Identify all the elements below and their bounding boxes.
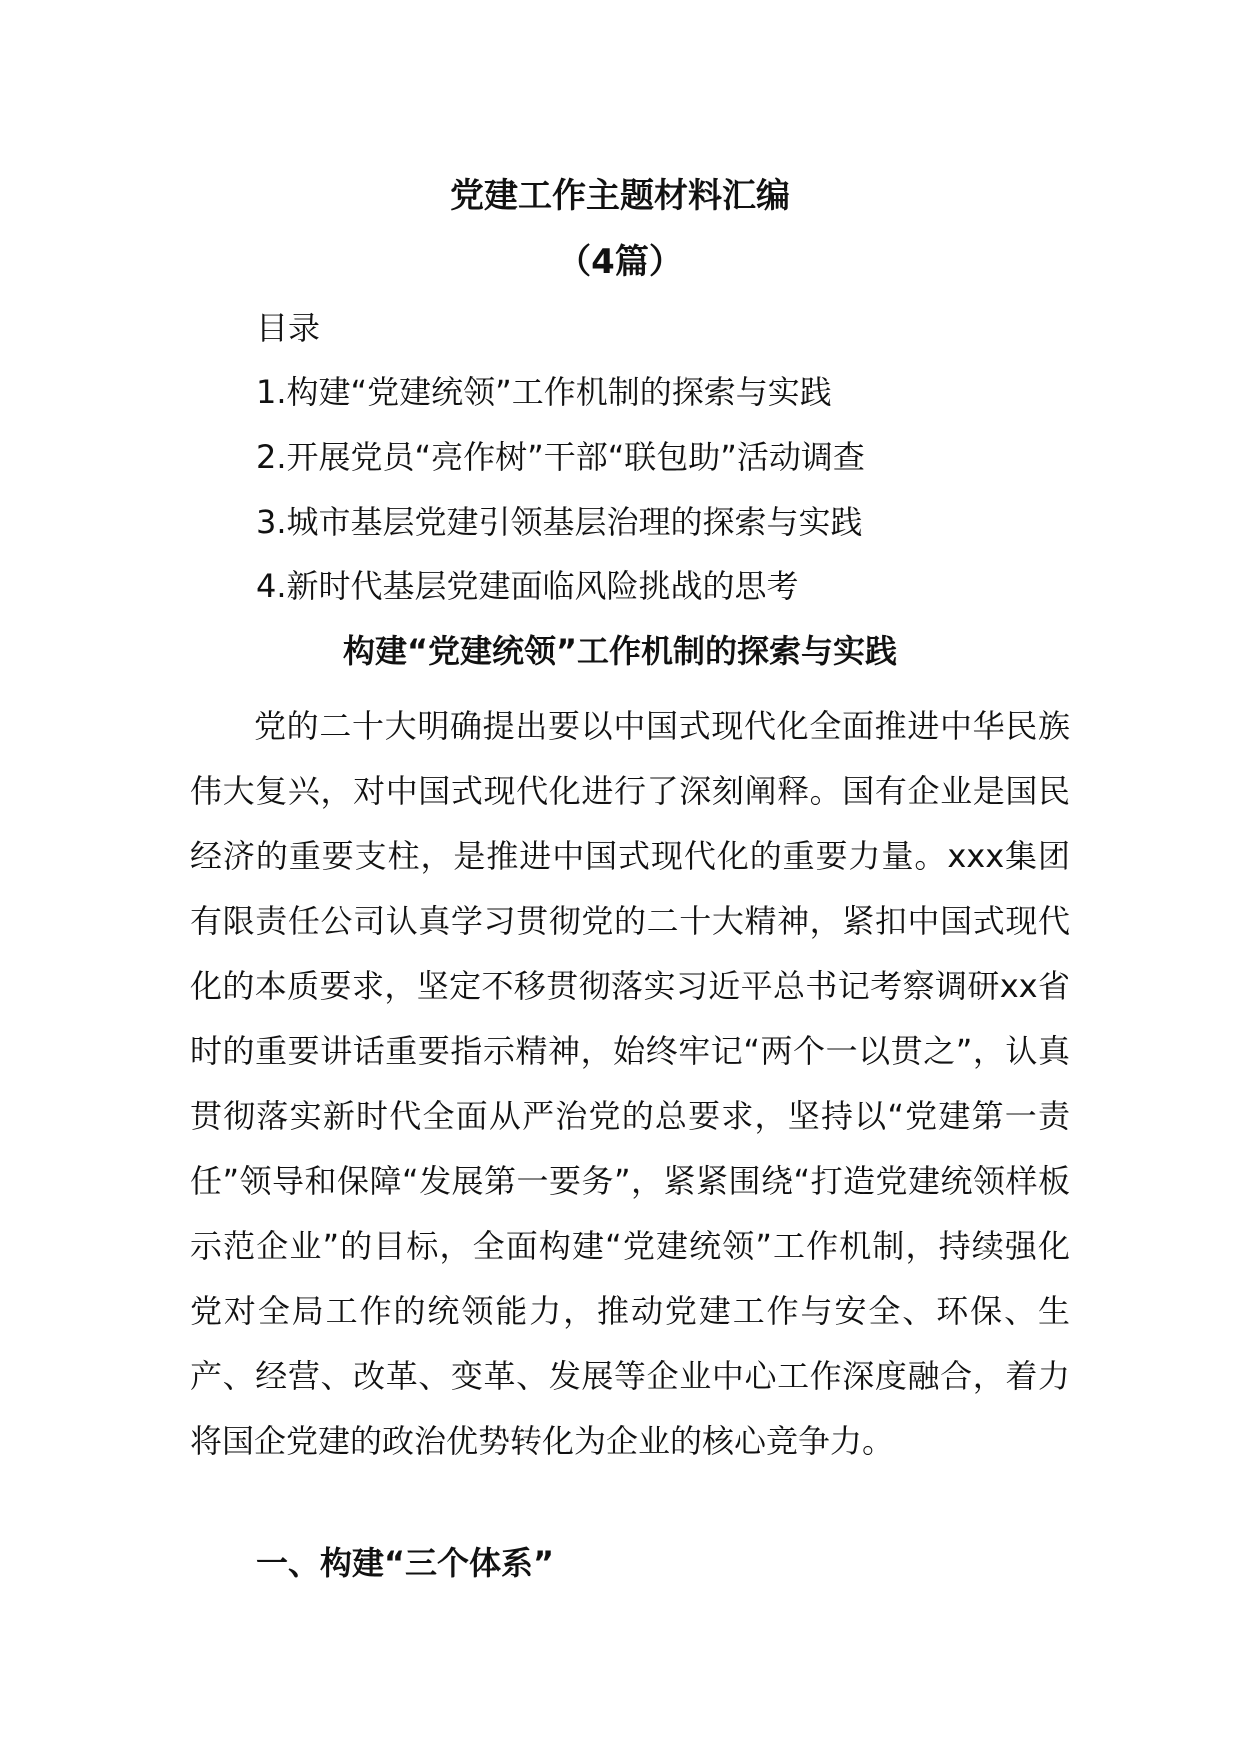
toc-item: 4.新时代基层党建面临风险挑战的思考	[256, 567, 799, 605]
toc-item: 3.城市基层党建引领基层治理的探索与实践	[256, 503, 863, 541]
article-title: 构建“党建统领”工作机制的探索与实践	[342, 632, 898, 670]
document-subtitle: （4篇）	[557, 242, 683, 282]
toc-item: 2.开展党员“亮作树”干部“联包助”活动调查	[256, 438, 865, 476]
toc-heading: 目录	[256, 309, 321, 347]
body-paragraph: 党的二十大明确提出要以中国式现代化全面推进中华民族伟大复兴，对中国式现代化进行了深刻阐释。国有企业是国民经济的重要支柱，是推进中国式现代化的重要力量。xxx集团有限责任公司认真学习贯彻党的二十大精神，紧扣中国式现代化的本质要求，坚定不移贯彻落实习近平总书记考察调研xx省时的重要讲话重要指示精神，始终牢记“两个一以贯之”，认真贯彻落实新时代全面从严治党的总要求，坚持以“党建第一责任”领导和保障“发展第一要务”，紧紧围绕“打造党建统领样板示范企业”的目标，全面构建“党建统领”工作机制，持续强化党对全局工作的统领能力，推动党建工作与安全、环保、生产、经营、改革、变革、发展等企业中心工作深度融合，着力将国企党建的政治优势转化为企业的核心竞争力。	[190, 707, 1070, 1460]
document-title: 党建工作主题材料汇编	[450, 176, 790, 216]
section-heading: 一、构建“三个体系”	[256, 1544, 555, 1582]
toc-item: 1.构建“党建统领”工作机制的探索与实践	[256, 373, 832, 411]
